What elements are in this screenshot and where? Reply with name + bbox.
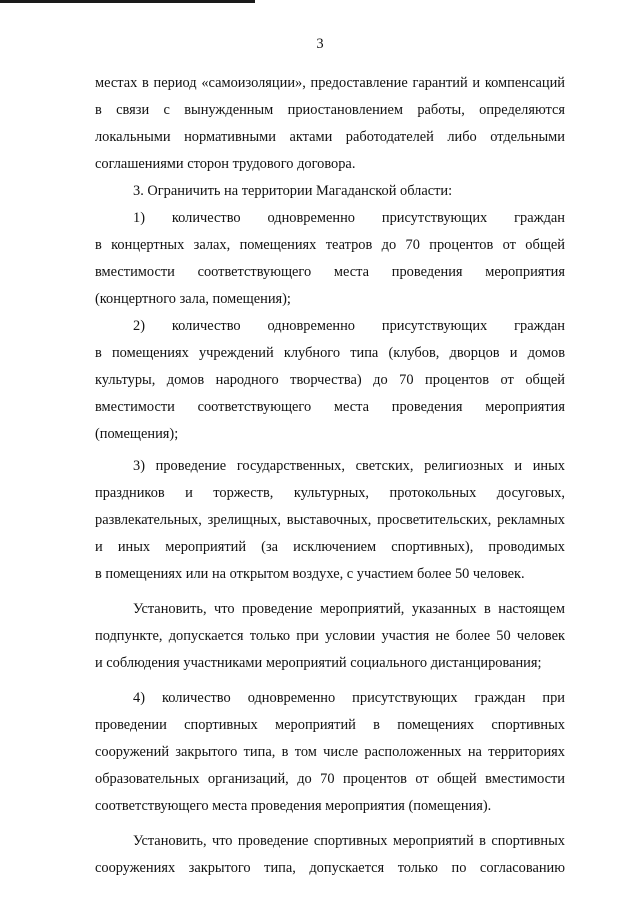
paragraph-subitem-2 (95, 313, 565, 448)
paragraph-item-3 (95, 178, 565, 205)
text-line: проведении спортивных мероприятий в помещениях спортивных (95, 717, 565, 733)
document-body (95, 70, 565, 882)
text-line: соглашениями сторон трудового договора. (95, 156, 356, 172)
text-line: 2) количество одновременно присутствующих граждан (133, 318, 565, 334)
text-line: подпункте, допускается только при условии участия не более 50 человек (95, 628, 565, 644)
paragraph-establish-2 (95, 828, 565, 882)
text-line: и соблюдения участниками мероприятий социального дистанцирования; (95, 655, 542, 671)
text-line: развлекательных, зрелищных, выставочных, просветительских, рекламных (95, 512, 565, 528)
text-line: сооружений закрытого типа, в том числе расположенных на территориях (95, 744, 565, 760)
text-line: культуры, домов народного творчества) до 70 процентов от общей (95, 372, 565, 388)
paragraph-subitem-3 (95, 453, 565, 588)
text-line: в помещениях учреждений клубного типа (клубов, дворцов и домов (95, 345, 565, 361)
text-line: соответствующего места проведения мероприятия (помещения). (95, 798, 492, 814)
text-line: в концертных залах, помещениях театров до 70 процентов от общей (95, 237, 565, 253)
text-line: Установить, что проведение мероприятий, указанных в настоящем (133, 601, 565, 617)
text-line: сооружениях закрытого типа, допускается только по согласованию (95, 860, 565, 876)
paragraph-continuation (95, 70, 565, 178)
text-line: 1) количество одновременно присутствующих граждан (133, 210, 565, 226)
text-line: Установить, что проведение спортивных мероприятий в спортивных (133, 833, 565, 849)
paragraph-subitem-4 (95, 685, 565, 820)
text-line: (помещения); (95, 426, 179, 442)
text-line: 3) проведение государственных, светских, религиозных и иных (133, 458, 565, 474)
text-line: 4) количество одновременно присутствующих граждан при (133, 690, 565, 706)
text-line: 3. Ограничить на территории Магаданской области: (133, 183, 453, 199)
paragraph-establish-1 (95, 596, 565, 677)
top-rule (0, 0, 255, 3)
text-line: (концертного зала, помещения); (95, 291, 291, 307)
text-line: образовательных организаций, до 70 процентов от общей вместимости (95, 771, 565, 787)
text-line: вместимости соответствующего места проведения мероприятия (95, 264, 565, 280)
paragraph-subitem-1 (95, 205, 565, 313)
page-number: 3 (316, 36, 324, 52)
text-line: локальными нормативными актами работодателей либо отдельными (95, 129, 565, 145)
text-line: в помещениях или на открытом воздухе, с участием более 50 человек. (95, 566, 525, 582)
text-line: местах в период «самоизоляции», предоставление гарантий и компенсаций (95, 75, 565, 91)
text-line: вместимости соответствующего места проведения мероприятия (95, 399, 565, 415)
text-line: в связи с вынужденным приостановлением работы, определяются (95, 102, 565, 118)
text-line: праздников и торжеств, культурных, протокольных досуговых, (95, 485, 565, 501)
text-line: и иных мероприятий (за исключением спортивных), проводимых (95, 539, 565, 555)
